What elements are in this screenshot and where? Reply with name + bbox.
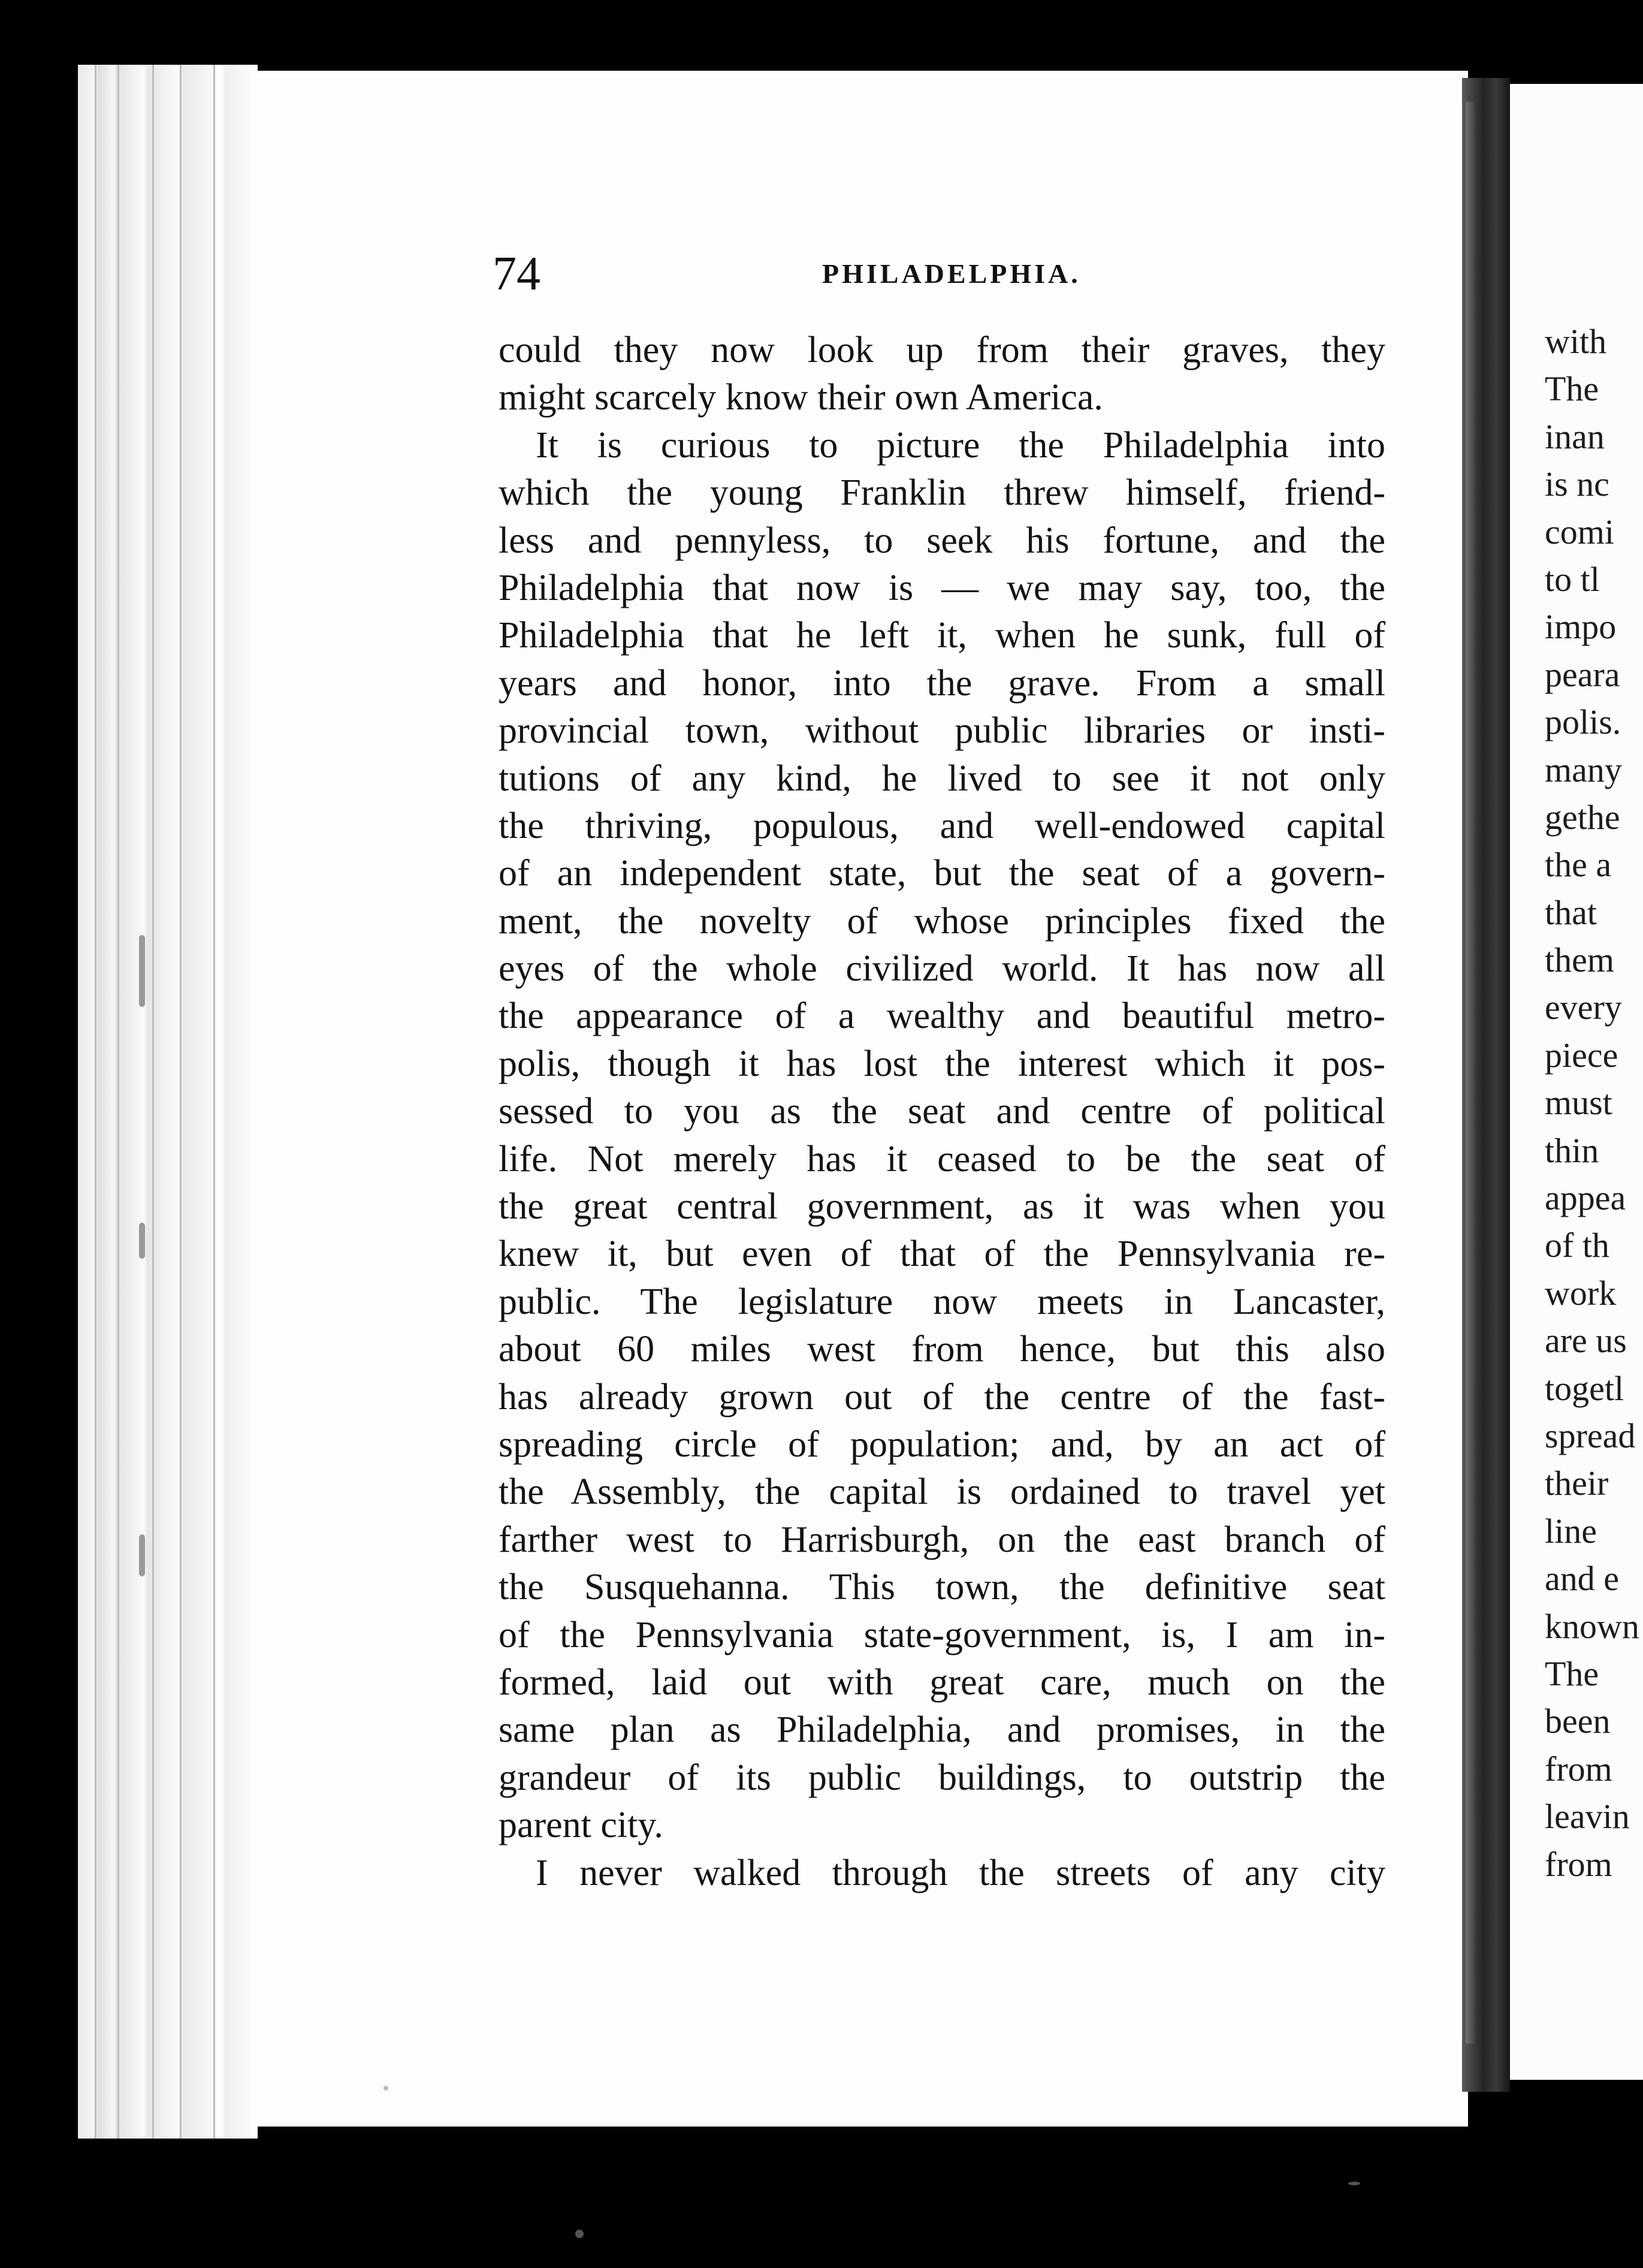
edge-stain [139, 1223, 145, 1259]
text-line: might scarcely know their own America. [499, 377, 1103, 418]
facing-text-line: from [1545, 1749, 1612, 1789]
text-line: the Assembly, the capital is ordained to travel yet [499, 1471, 1385, 1513]
text-line: polis, though it has lost the interest which it pos- [499, 1043, 1385, 1084]
facing-text-line: impo [1545, 607, 1617, 647]
page-edge-line [180, 65, 182, 2139]
page-edge-line [152, 65, 154, 2139]
facing-text-line: of th [1545, 1226, 1609, 1265]
text-line: has already grown out of the centre of the fast- [499, 1376, 1385, 1418]
text-line: knew it, but even of that of the Pennsylvania re- [499, 1233, 1385, 1275]
body-text [499, 327, 1385, 1897]
facing-text-line: with [1545, 322, 1607, 361]
scan-speck [383, 2086, 388, 2091]
text-line: of the Pennsylvania state-government, is, I am in- [499, 1614, 1385, 1655]
facing-text-line: peara [1545, 655, 1620, 694]
facing-text-line: gethe [1545, 797, 1620, 837]
facing-text-line: every [1545, 988, 1622, 1027]
text-line: eyes of the whole civilized world. It has now all [499, 948, 1385, 990]
facing-text-line: to tl [1545, 559, 1600, 599]
text-line: years and honor, into the grave. From a small [499, 662, 1385, 704]
facing-text-line: their [1545, 1464, 1609, 1503]
text-line: farther west to Harrisburgh, on the east branch of [499, 1519, 1385, 1560]
facing-text-line: been [1545, 1702, 1611, 1741]
text-line: about 60 miles west from hence, but this also [499, 1329, 1385, 1370]
text-line: of an independent state, but the seat of a govern- [499, 853, 1385, 894]
text-line: same plan as Philadelphia, and promises, in the [499, 1709, 1385, 1751]
text-line: the great central government, as it was when you [499, 1186, 1385, 1228]
facing-text-line: piece [1545, 1035, 1618, 1075]
text-line: life. Not merely has it ceased to be the seat of [499, 1138, 1385, 1180]
page-edge-line [117, 65, 119, 2139]
text-line: Philadelphia that now is — we may say, too, the [499, 567, 1385, 608]
text-line: spreading circle of population; and, by an act of [499, 1423, 1385, 1465]
page-edge-line [213, 65, 215, 2139]
text-line: public. The legislature now meets in Lancaster, [499, 1281, 1385, 1322]
facing-text-line: comi [1545, 512, 1614, 551]
text-line: provincial town, without public libraries or insti- [499, 710, 1385, 752]
facing-page-text [1545, 318, 1639, 1888]
facing-text-line: that [1545, 892, 1597, 932]
facing-text-line: The [1545, 369, 1599, 409]
edge-stain [139, 1534, 145, 1576]
scan-speck [575, 2230, 584, 2238]
text-line: Philadelphia that he left it, when he sunk, full of [499, 615, 1385, 656]
facing-text-line: must [1545, 1083, 1612, 1123]
facing-text-line: thin [1545, 1130, 1599, 1170]
facing-text-line: them [1545, 940, 1614, 980]
page-number: 74 [493, 248, 540, 300]
facing-text-line: leavin [1545, 1797, 1630, 1836]
gutter-highlight [1466, 102, 1475, 2044]
facing-text-line: togetl [1545, 1368, 1624, 1408]
facing-text-line: from [1545, 1844, 1612, 1884]
facing-text-line: polis. [1545, 702, 1621, 742]
text-line: ment, the novelty of whose principles fixed the [499, 900, 1385, 942]
facing-text-line: inan [1545, 417, 1605, 456]
text-line: I never walked through the streets of any city [536, 1852, 1385, 1893]
scan-speck [1348, 2182, 1360, 2185]
facing-text-line: line [1545, 1511, 1597, 1551]
text-line: less and pennyless, to seek his fortune, and the [499, 520, 1385, 561]
text-line: formed, laid out with great care, much on the [499, 1661, 1385, 1703]
text-line: the Susquehanna. This town, the definitive seat [499, 1567, 1385, 1608]
facing-text-line: many [1545, 750, 1622, 789]
facing-text-line: work [1545, 1273, 1617, 1313]
facing-text-line: and e [1545, 1559, 1619, 1599]
text-line: which the young Franklin threw himself, friend- [499, 472, 1385, 514]
facing-text-line: The [1545, 1654, 1599, 1693]
facing-text-line: is nc [1545, 465, 1609, 504]
text-line: the thriving, populous, and well-endowed capital [499, 805, 1385, 846]
page-edges [78, 65, 258, 2139]
page-edge-line [95, 65, 96, 2139]
edge-stain [139, 935, 145, 1007]
facing-text-line: spread [1545, 1416, 1636, 1455]
facing-text-line: appea [1545, 1178, 1626, 1218]
text-line: sessed to you as the seat and centre of political [499, 1091, 1385, 1132]
facing-text-line: the a [1545, 845, 1612, 885]
text-line: parent city. [499, 1805, 663, 1846]
facing-text-line: are us [1545, 1321, 1627, 1361]
text-line: It is curious to picture the Philadelphia into [536, 424, 1385, 466]
running-title: PHILADELPHIA. [822, 258, 1081, 289]
text-line: grandeur of its public buildings, to outstrip the [499, 1757, 1385, 1798]
facing-text-line: known [1545, 1606, 1639, 1646]
text-line: tutions of any kind, he lived to see it not only [499, 758, 1385, 799]
text-line: could they now look up from their graves, they [499, 330, 1385, 370]
text-line: the appearance of a wealthy and beautiful metro- [499, 996, 1385, 1037]
